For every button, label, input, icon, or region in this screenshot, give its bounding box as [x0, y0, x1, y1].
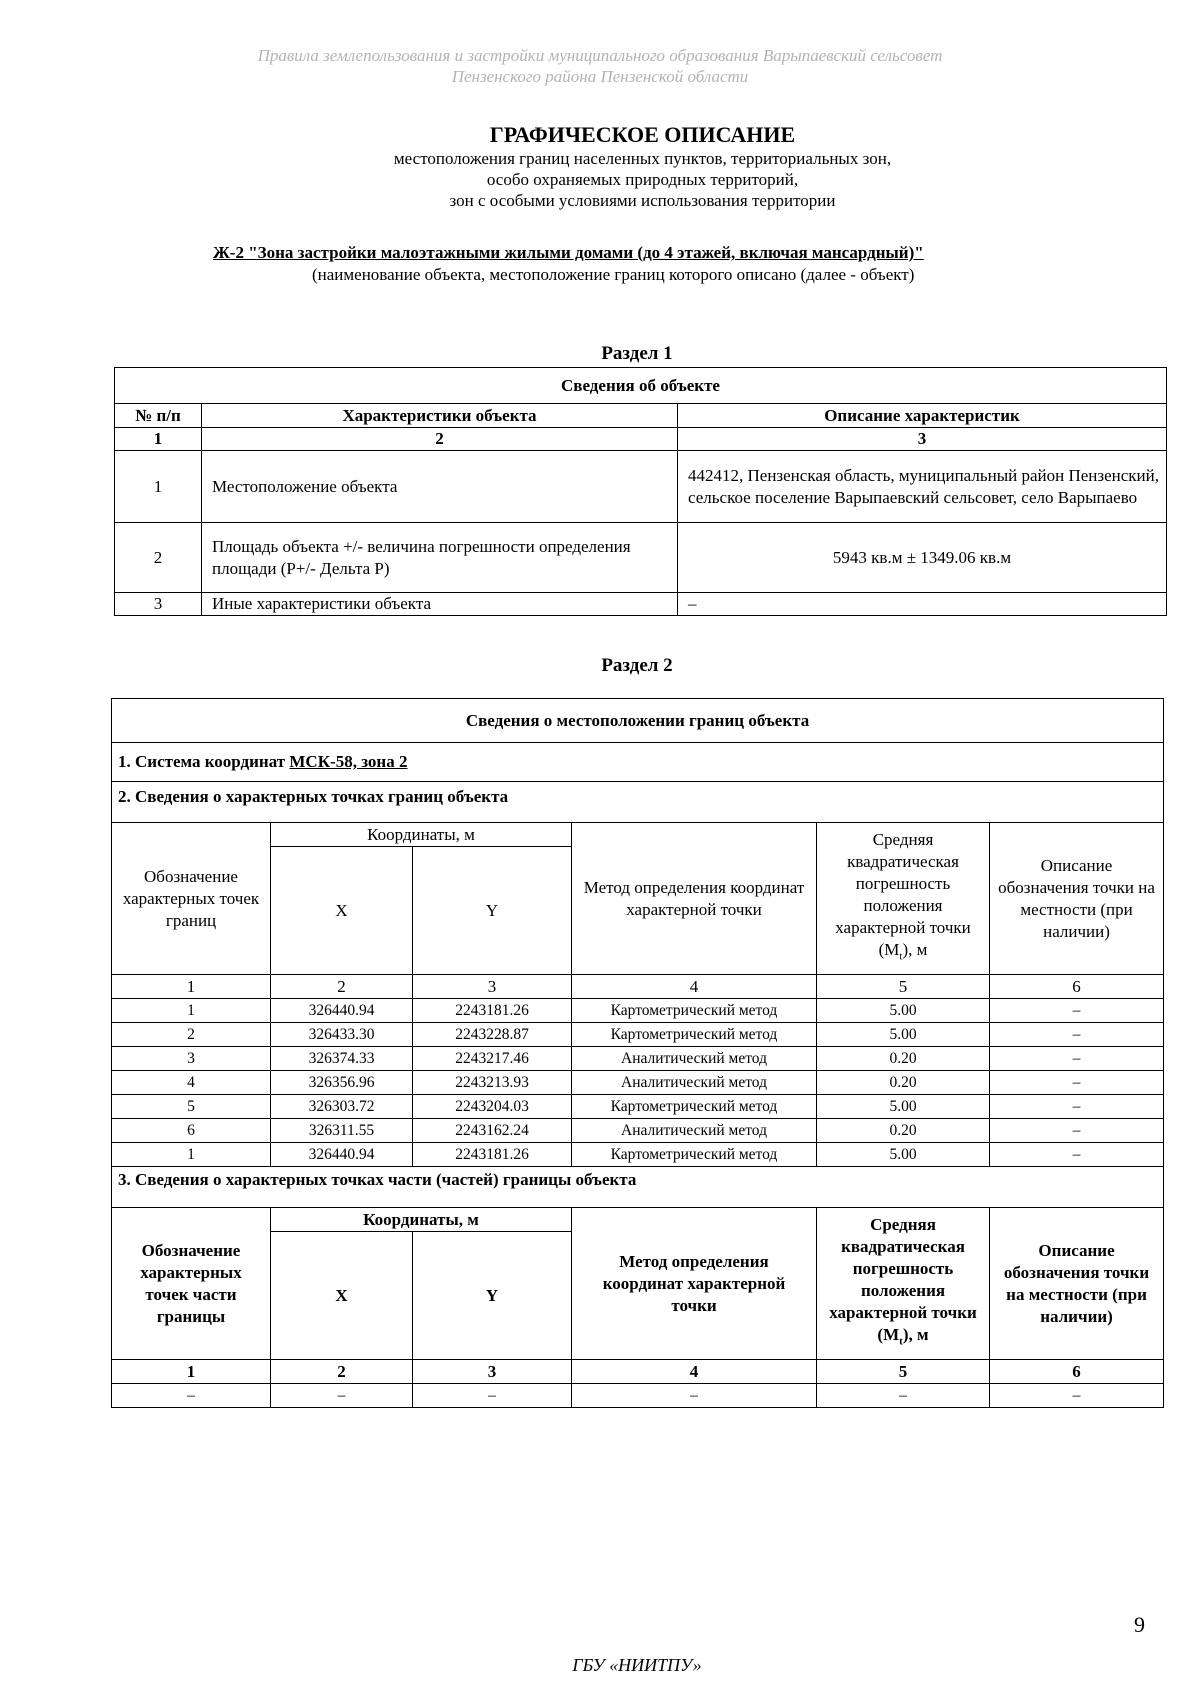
point-mt: 5.00: [817, 1143, 990, 1167]
part-header-designation: Обозначение характерных точек части границы: [112, 1208, 271, 1360]
header-designation: Обозначение характерных точек границ: [112, 823, 271, 975]
subsection2-title: 2. Сведения о характерных точках границ объекта: [112, 782, 1164, 823]
part-colnum-5: 5: [817, 1360, 990, 1384]
row-name: Иные характеристики объекта: [202, 593, 678, 616]
point-y: 2243213.93: [413, 1071, 572, 1095]
point-x: 326440.94: [271, 999, 413, 1023]
part-point-mt: –: [817, 1384, 990, 1408]
section1-header-num: № п/п: [115, 404, 202, 428]
row-num: 1: [115, 451, 202, 523]
point-id: 5: [112, 1095, 271, 1119]
part-colnum-6: 6: [990, 1360, 1164, 1384]
part-point-id: –: [112, 1384, 271, 1408]
section1-table-title: Сведения об объекте: [115, 368, 1167, 404]
point-id: 1: [112, 1143, 271, 1167]
part-point-x: –: [271, 1384, 413, 1408]
colnum-5: 5: [817, 975, 990, 999]
point-desc: –: [990, 1071, 1164, 1095]
header-x: X: [271, 847, 413, 975]
point-row: [112, 1143, 1164, 1167]
part-point-desc: –: [990, 1384, 1164, 1408]
part-colnum-3: 3: [413, 1360, 572, 1384]
part-colnum-1: 1: [112, 1360, 271, 1384]
section1-row: [115, 593, 1167, 616]
point-desc: –: [990, 1095, 1164, 1119]
point-method: Аналитический метод: [572, 1119, 817, 1143]
section1-row: [115, 523, 1167, 593]
row-num: 3: [115, 593, 202, 616]
document-title: ГРАФИЧЕСКОЕ ОПИСАНИЕ: [489, 122, 796, 147]
point-row: [112, 1023, 1164, 1047]
point-id: 6: [112, 1119, 271, 1143]
section1-colnum-1: 1: [115, 428, 202, 451]
point-y: 2243204.03: [413, 1095, 572, 1119]
header-description: Описание обозначения точки на местности (при наличии): [990, 823, 1164, 975]
coordinate-system: [112, 743, 1164, 782]
point-method: Аналитический метод: [572, 1047, 817, 1071]
part-colnum-2: 2: [271, 1360, 413, 1384]
point-x: 326303.72: [271, 1095, 413, 1119]
header-method: Метод определения координат характерной точки: [572, 823, 817, 975]
point-method: Картометрический метод: [572, 999, 817, 1023]
section1-colnum-2: 2: [202, 428, 678, 451]
point-row: [112, 1119, 1164, 1143]
point-id: 4: [112, 1071, 271, 1095]
point-x: 326356.96: [271, 1071, 413, 1095]
colnum-1: 1: [112, 975, 271, 999]
part-header-coords: Координаты, м: [271, 1208, 572, 1232]
point-row: [112, 1095, 1164, 1119]
section1-row: [115, 451, 1167, 523]
coordinate-system-value: МСК-58, зона 2: [289, 752, 408, 771]
title-line-2: особо охраняемых природных территорий,: [486, 170, 799, 189]
page-number: 9: [1134, 1612, 1145, 1637]
section2-table-title: Сведения о местоположении границ объекта: [112, 699, 1164, 743]
subsection3-title: 3. Сведения о характерных точках части (частей) границы объекта: [112, 1167, 1164, 1208]
point-id: 3: [112, 1047, 271, 1071]
point-x: 326440.94: [271, 1143, 413, 1167]
point-mt: 5.00: [817, 1023, 990, 1047]
part-colnum-4: 4: [572, 1360, 817, 1384]
point-method: Картометрический метод: [572, 1143, 817, 1167]
footer: ГБУ «НИИТПУ»: [572, 1655, 702, 1675]
point-mt: 0.20: [817, 1071, 990, 1095]
colnum-6: 6: [990, 975, 1164, 999]
point-row: [112, 1047, 1164, 1071]
running-header-line2: Пензенского района Пензенской области: [451, 67, 749, 86]
section1-table: [114, 367, 1167, 616]
point-x: 326311.55: [271, 1119, 413, 1143]
point-mt: 5.00: [817, 999, 990, 1023]
header-y: Y: [413, 847, 572, 975]
title-block: [0, 122, 1200, 211]
part-header-y: Y: [413, 1232, 572, 1360]
point-y: 2243162.24: [413, 1119, 572, 1143]
point-row: [112, 1071, 1164, 1095]
point-method: Аналитический метод: [572, 1071, 817, 1095]
section1-header-name: Характеристики объекта: [202, 404, 678, 428]
row-name: Местоположение объекта: [202, 451, 678, 523]
point-row: [112, 999, 1164, 1023]
section1-header-value: Описание характеристик: [678, 404, 1167, 428]
row-num: 2: [115, 523, 202, 593]
point-y: 2243228.87: [413, 1023, 572, 1047]
point-id: 1: [112, 999, 271, 1023]
section2-table: [111, 698, 1164, 1408]
point-desc: –: [990, 1143, 1164, 1167]
part-header-x: X: [271, 1232, 413, 1360]
running-header-line1: Правила землепользования и застройки муниципального образования Варыпаевский сельсовет: [257, 46, 943, 65]
part-point-y: –: [413, 1384, 572, 1408]
part-point-row: [112, 1384, 1164, 1408]
part-point-method: –: [572, 1384, 817, 1408]
point-desc: –: [990, 1023, 1164, 1047]
point-y: 2243217.46: [413, 1047, 572, 1071]
header-coords: Координаты, м: [271, 823, 572, 847]
object-note: (наименование объекта, местоположение границ которого описано (далее - объект): [312, 265, 915, 284]
part-header-method: Метод определения координат характерной точки: [572, 1208, 817, 1360]
point-x: 326374.33: [271, 1047, 413, 1071]
section1-heading: Раздел 1: [601, 343, 673, 364]
coordinate-system-prefix: 1. Система координат: [118, 752, 290, 771]
point-desc: –: [990, 999, 1164, 1023]
point-mt: 5.00: [817, 1095, 990, 1119]
row-value: 442412, Пензенская область, муниципальный район Пензенский, сельское поселение Варыпаевский сельсовет, село Варыпаево: [678, 451, 1167, 523]
row-value: 5943 кв.м ± 1349.06 кв.м: [678, 523, 1167, 593]
point-mt: 0.20: [817, 1119, 990, 1143]
colnum-4: 4: [572, 975, 817, 999]
part-header-description: Описание обозначения точки на местности (при наличии): [990, 1208, 1164, 1360]
title-line-1: местоположения границ населенных пунктов, территориальных зон,: [393, 149, 892, 168]
row-value: –: [678, 593, 1167, 616]
point-id: 2: [112, 1023, 271, 1047]
title-line-3: зон с особыми условиями использования территории: [449, 191, 836, 210]
point-method: Картометрический метод: [572, 1095, 817, 1119]
point-mt: 0.20: [817, 1047, 990, 1071]
point-y: 2243181.26: [413, 999, 572, 1023]
header-accuracy: Средняя квадратическая погрешность положения характерной точки $(M_t)$, м: [817, 823, 990, 975]
point-desc: –: [990, 1047, 1164, 1071]
point-x: 326433.30: [271, 1023, 413, 1047]
running-header: [0, 45, 1200, 87]
section2-heading: Раздел 2: [601, 655, 673, 676]
colnum-3: 3: [413, 975, 572, 999]
point-method: Картометрический метод: [572, 1023, 817, 1047]
part-header-accuracy: Средняя квадратическая погрешность положения характерной точки $(M_t)$, м: [817, 1208, 990, 1360]
colnum-2: 2: [271, 975, 413, 999]
object-name: Ж-2 "Зона застройки малоэтажными жилыми домами (до 4 этажей, включая мансардный)": [213, 243, 924, 262]
point-desc: –: [990, 1119, 1164, 1143]
row-name: Площадь объекта +/- величина погрешности определения площади (P+/- Дельта P): [202, 523, 678, 593]
point-y: 2243181.26: [413, 1143, 572, 1167]
section1-colnum-3: 3: [678, 428, 1167, 451]
